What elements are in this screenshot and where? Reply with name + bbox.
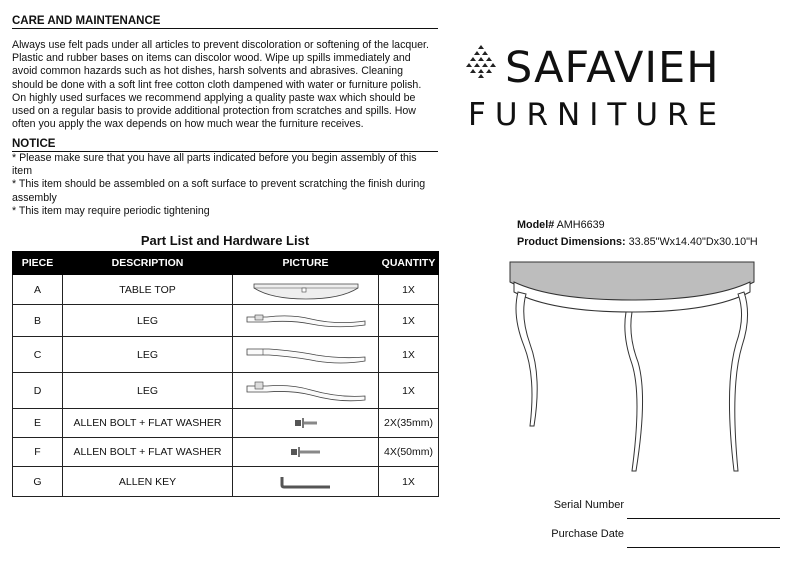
picture-cell [233,438,379,467]
table-top-icon [246,279,366,301]
bolt-icon [288,444,324,460]
serial-number-label: Serial Number [553,499,624,511]
description-cell: ALLEN KEY [63,467,233,497]
quantity-cell: 1X [379,337,439,373]
picture-cell [233,409,379,438]
brand-name: SAFAVIEH [505,43,720,93]
description-cell: LEG [63,373,233,409]
care-line: used on a regular basis to provide additional protection from scratches and spills. How [12,105,416,118]
dimensions-label: Product Dimensions: [517,236,626,248]
table-row [13,409,439,438]
notice-line: assembly [12,191,57,204]
picture-cell [233,467,379,497]
table-row [13,467,439,497]
piece-cell: G [13,467,63,497]
care-line: should be done with a soft lint free cotton cloth dampened with water or furniture polish. [12,78,422,91]
description-cell: ALLEN BOLT + FLAT WASHER [63,409,233,438]
care-line: avoid common hazards such as hot dishes, harsh solvents and abrasives. Cleaning [12,65,404,78]
leg-icon [241,378,371,404]
console-table-illustration [506,256,758,478]
quantity-cell: 1X [379,305,439,337]
piece-cell: A [13,275,63,305]
purchase-date-label: Purchase Date [551,528,624,540]
quantity-cell: 1X [379,275,439,305]
col-picture: PICTURE [233,252,379,275]
notice-line: item [12,165,33,178]
table-header-row [13,252,439,275]
table-row [13,438,439,467]
piece-cell: C [13,337,63,373]
quantity-cell: 4X(50mm) [379,438,439,467]
care-heading: CARE AND MAINTENANCE [12,15,438,29]
dimensions-line [517,236,758,248]
piece-cell: B [13,305,63,337]
piece-cell: F [13,438,63,467]
picture-cell [233,275,379,305]
model-label: Model# [517,219,555,231]
quantity-cell: 2X(35mm) [379,409,439,438]
care-line: Always use felt pads under all articles to prevent discoloration or softening of the lacquer. [12,39,429,51]
part-list-table [12,251,439,497]
leg-icon [241,343,371,367]
description-cell: LEG [63,337,233,373]
care-line: On highly used surfaces we recommend applying a quality paste wax which should be [12,91,416,104]
quantity-cell: 1X [379,373,439,409]
notice-heading: NOTICE [12,138,438,152]
model-value: AMH6639 [556,219,605,231]
table-row [13,337,439,373]
description-cell: TABLE TOP [63,275,233,305]
leg-icon [241,311,371,331]
allen-key-icon [276,473,336,491]
notice-line: * This item may require periodic tightening [12,204,210,217]
col-quantity: QUANTITY [379,252,439,275]
notice-line: * This item should be assembled on a soft surface to prevent scratching the finish during [12,178,426,191]
care-line: Plastic and rubber bases on items can discolor wood. Wipe up spills immediately and [12,52,411,65]
picture-cell [233,305,379,337]
dimensions-value: 33.85"Wx14.40"Dx30.10"H [628,236,758,248]
description-cell: LEG [63,305,233,337]
col-piece: PIECE [13,252,63,275]
col-description: DESCRIPTION [63,252,233,275]
model-line [517,219,605,231]
serial-number-line[interactable] [627,517,780,519]
picture-cell [233,337,379,373]
part-list-title: Part List and Hardware List [140,233,310,248]
table-row [13,275,439,305]
notice-line: * Please make sure that you have all parts indicated before you begin assembly of this [12,152,417,164]
table-row [13,305,439,337]
notice-text [12,152,442,218]
care-line: often you apply the wax depends on how much wear the furniture receives. [12,118,364,131]
description-cell: ALLEN BOLT + FLAT WASHER [63,438,233,467]
table-row [13,373,439,409]
care-text [12,39,442,131]
purchase-date-line[interactable] [627,546,780,548]
quantity-cell: 1X [379,467,439,497]
brand-subtitle: FURNITURE [468,97,727,133]
safavieh-logo-icon [463,45,499,79]
piece-cell: E [13,409,63,438]
piece-cell: D [13,373,63,409]
bolt-icon [291,415,321,431]
picture-cell [233,373,379,409]
